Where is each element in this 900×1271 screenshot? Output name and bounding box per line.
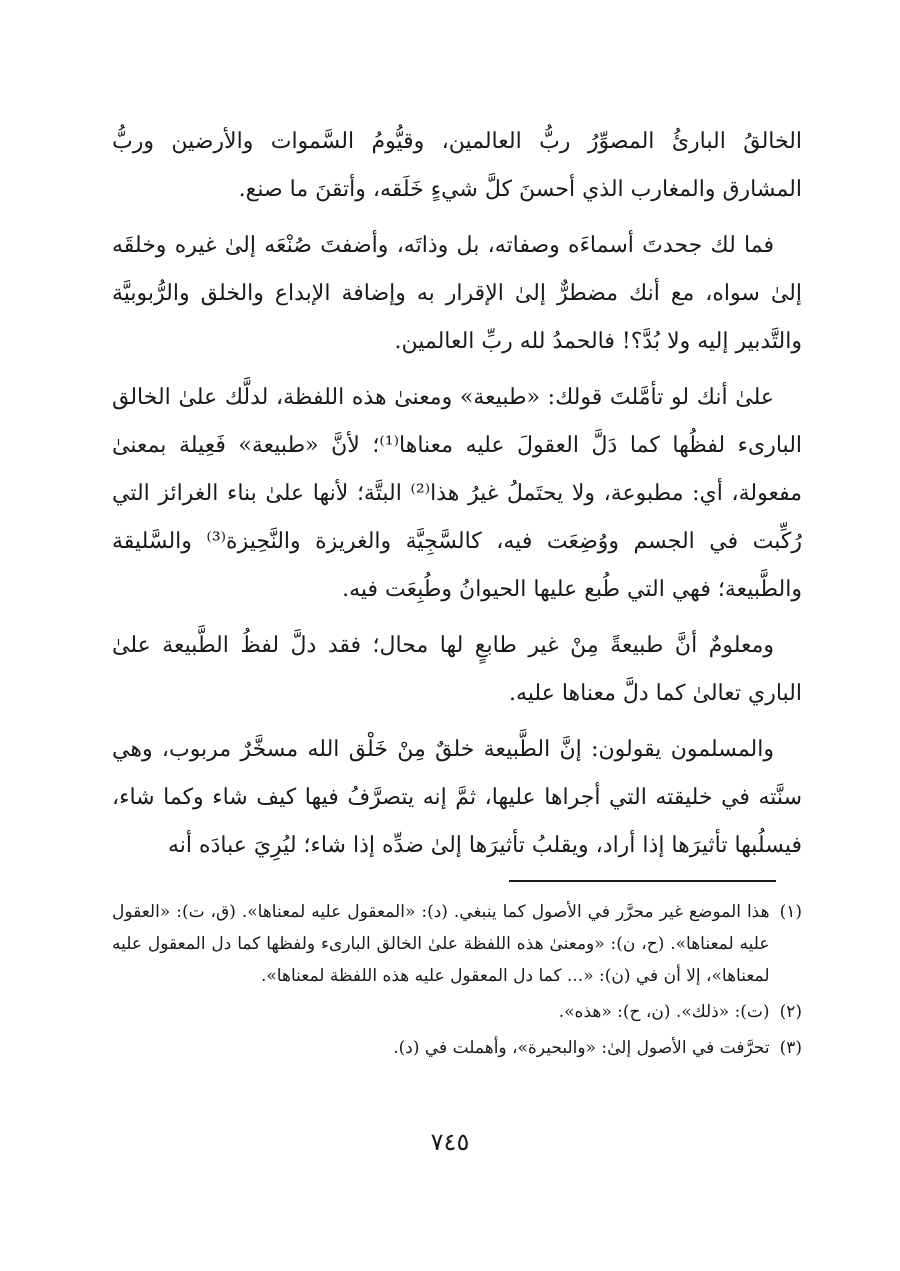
footnote-text: هذا الموضع غير محرَّر في الأصول كما ينبغي. (د): «المعقول عليه لمعناها». (ق، ت): «العقول عليه لمعناها». (ح، ن): «ومعنىٰ هذه اللفظة علىٰ الخالق البارىء ولفظها كما دل المعقول عليه لمعناها»، إلا أن في (ن): «... كما دل المعقول عليه هذه اللفظة لمعناها». — [112, 902, 770, 986]
main-text — [112, 118, 802, 878]
paragraph-4: ومعلومٌ أنَّ طبيعةً مِنْ غير طابعٍ لها محال؛ فقد دلَّ لفظُ الطَّبيعة علىٰ الباري تعالىٰ كما دلَّ معناها عليه. — [112, 633, 802, 706]
footnote-number: (٣) — [779, 1038, 802, 1058]
footnote-separator — [509, 880, 776, 882]
paragraph-2: فما لك جحدتَ أسماءَه وصفاته، بل وذاتَه، وأضفتَ صُنْعَه إلىٰ غيره وخلقَه إلىٰ سواه، مع أنك مضطرٌّ إلىٰ الإقرار به وإضافة الإبداع والخلق والرُّبوبيَّة والتَّدبير إليه ولا بُدَّ؟! فالحمدُ لله ربِّ العالمين. — [112, 233, 802, 354]
footnote-number: (١) — [779, 902, 802, 922]
footnote-number: (٢) — [779, 1002, 802, 1022]
paragraph-3: علىٰ أنك لو تأمَّلتَ قولك: «طبيعة» ومعنىٰ هذه اللفظة، لدلَّك علىٰ الخالق البارىء لفظُها كما دَلَّ العقولَ عليه معناها⁽¹⁾؛ لأنَّ «طبيعة» فَعِيلة بمعنىٰ مفعولة، أي: مطبوعة، ولا يحتَملُ غيرُ هذا⁽²⁾ البتَّة؛ لأنها علىٰ بناء الغرائز التي رُكِّبت في الجسم ووُضِعَت فيه، كالسَّجِيَّة والغريزة والنَّحِيزة⁽³⁾ والسَّليقة والطَّبيعة؛ فهي التي طُبع عليها الحيوانُ وطُبِعَت فيه. — [112, 385, 803, 602]
paragraph-1: الخالقُ البارئُ المصوِّرُ ربُّ العالمين، وقيُّومُ السَّموات والأرضين وربُّ المشارق والمغارب الذي أحسنَ كلَّ شيءٍ خَلَقه، وأتقنَ ما صنع. — [112, 129, 802, 202]
footnote-3 — [112, 1032, 802, 1064]
footnote-text: تحرَّفت في الأصول إلىٰ: «والبحيرة»، وأهملت في (د). — [393, 1038, 770, 1058]
footnotes — [112, 896, 802, 1068]
footnote-1 — [112, 896, 802, 992]
page-number: ٧٤٥ — [430, 1128, 470, 1156]
footnote-2 — [112, 996, 802, 1028]
paragraph-5: والمسلمون يقولون: إنَّ الطَّبيعة خلقٌ مِنْ خَلْق الله مسخَّرٌ مربوب، وهي سنَّته في خليقته التي أجراها عليها، ثمَّ إنه يتصرَّفُ فيها كيف شاء وكما شاء، فيسلُبها تأثيرَها إذا أراد، ويقلبُ تأثيرَها إلىٰ ضدِّه إذا شاء؛ ليُرِيَ عبادَه أنه — [112, 737, 802, 858]
footnote-text: (ت): «ذلك». (ن، ح): «هذه». — [558, 1002, 770, 1022]
